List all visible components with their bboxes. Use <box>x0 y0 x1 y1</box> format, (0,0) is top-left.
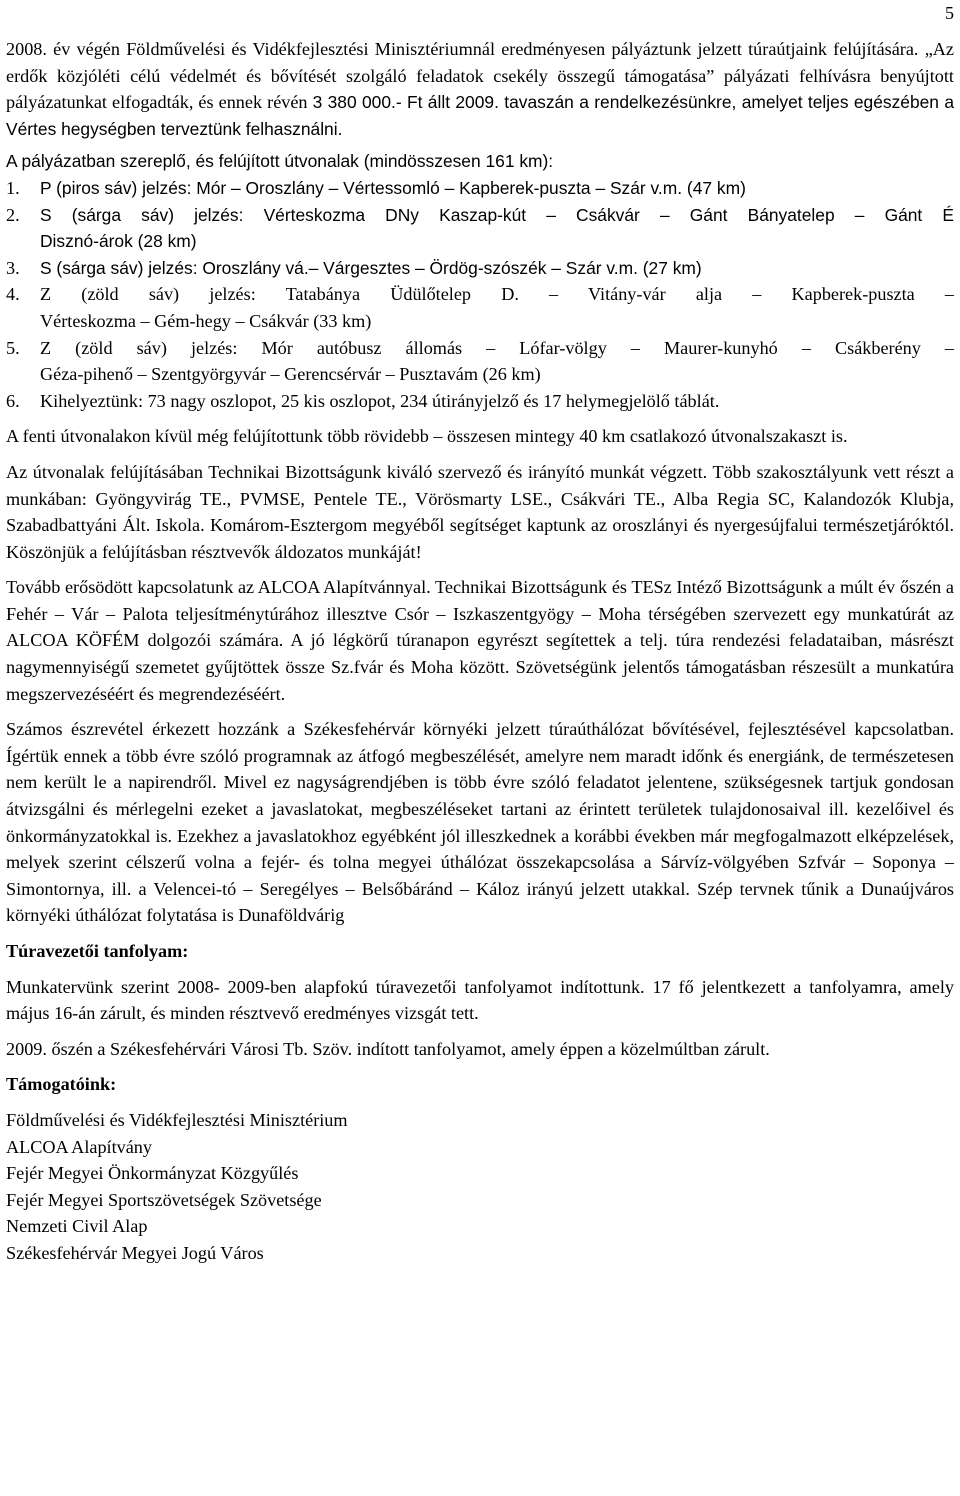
course-paragraph-1: Munkatervünk szerint 2008- 2009-ben alapfokú túravezetői tanfolyamot indítottunk. 17 fő jelentkezett a tanfolyamra, amely május 16-án zárult, és minden résztvevő eredményes vizsgát tett. <box>6 976 954 1024</box>
sponsors-list <box>6 1107 954 1267</box>
route-text-line1: Z (zöld sáv) jelzés: Tatabánya Üdülőtelep D. – Vitány-vár alja – Kapberek-puszta – <box>40 284 954 305</box>
route-number: 4. <box>6 284 20 305</box>
sponsor-item: Fejér Megyei Sportszövetségek Szövetsége <box>6 1189 322 1210</box>
route-text: S (sárga sáv) jelzés: Oroszlány vá.– Várgesztes – Ördög-szószék – Szár v.m. (27 km) <box>40 257 702 278</box>
sponsor-item: Székesfehérvár Megyei Jogú Város <box>6 1242 264 1263</box>
route-item-4 <box>6 281 954 334</box>
intro-text-a: 2008. év végén Földművelési és Vidékfejlesztési Minisztériumnál eredményesen pályáztunk jelzett túraútjaink felújítására. „Az erdők közjóléti célú védelmét és bővítését szolgáló feladatok csekély összegű támogatása” pályázati felhívásra benyújtott pályázatunkat elfogadták, és ennek révén <box>6 39 954 113</box>
document-body <box>6 36 954 1267</box>
route-text-line2: Disznó-árok (28 km) <box>40 231 197 252</box>
route-number: 1. <box>6 177 20 198</box>
sponsor-item: ALCOA Alapítvány <box>6 1136 152 1157</box>
route-item-5 <box>6 335 954 388</box>
route-list <box>6 175 954 414</box>
other-routes-paragraph: A fenti útvonalakon kívül még felújítottunk több rövidebb – összesen mintegy 40 km csatlakozó útvonalszakaszt is. <box>6 426 848 447</box>
routes-intro: A pályázatban szereplő, és felújított útvonalak (mindösszesen 161 km): <box>6 151 554 172</box>
sponsor-item: Földművelési és Vidékfejlesztési Minisztérium <box>6 1109 348 1130</box>
route-text: P (piros sáv) jelzés: Mór – Oroszlány – Vértessomló – Kapberek-puszta – Szár v.m. (47 km) <box>40 177 746 198</box>
alcoa-paragraph: Tovább erősödött kapcsolatunk az ALCOA Alapítvánnyal. Technikai Bizottságunk és TESz Intéző Bizottságunk a múlt év őszén a Fehér – Vár – Palota teljesítménytúrához illesztve Csór – Iszkaszentgyögy – Moha térségében szervezett egy munkatúrát az ALCOA KÖFÉM dolgozói számára. A jó légkörű túranapon egyrészt segítettek a telj. túra rendezési feladataiban, másrészt nagymennyiségű szemetet gyűjtöttek össze Sz.fvár és Moha között. Szövetségünk jelentős támogatásban részesült a munkatúra megszervezéséért és megrendezéséért. <box>6 577 954 704</box>
sponsor-item: Fejér Megyei Önkormányzat Közgyűlés <box>6 1163 299 1184</box>
course-paragraph-2: 2009. őszén a Székesfehérvári Városi Tb. Szöv. indított tanfolyamot, amely éppen a közelmúltban zárult. <box>6 1038 770 1059</box>
route-item-6 <box>6 388 954 415</box>
route-number: 2. <box>6 204 20 225</box>
route-number: 3. <box>6 257 20 278</box>
route-text-line2: Géza-pihenő – Szentgyörgyvár – Gerencsérvár – Pusztavám (26 km) <box>40 364 541 385</box>
route-text: Kihelyeztünk: 73 nagy oszlopot, 25 kis oszlopot, 234 útirányjelző és 17 helymegjelölő táblát. <box>40 390 720 411</box>
intro-paragraph <box>6 36 954 142</box>
page-number: 5 <box>945 3 954 23</box>
route-text-line1: Z (zöld sáv) jelzés: Mór autóbusz állomás – Lófar-völgy – Maurer-kunyhó – Csákberény – <box>40 337 954 358</box>
route-text-line1: S (sárga sáv) jelzés: Vérteskozma DNy Kaszap-kút – Csákvár – Gánt Bányatelep – Gánt É <box>40 204 954 225</box>
route-item-3 <box>6 255 954 282</box>
course-heading: Túravezetői tanfolyam: <box>6 941 189 961</box>
route-number: 6. <box>6 390 20 411</box>
network-paragraph: Számos észrevétel érkezett hozzánk a Székesfehérvár környéki jelzett túraúthálózat bővítésével, fejlesztésével kapcsolatban. Ígértük ennek a több évre szóló programnak az átfogó megbeszélését, amelyre nem maradt időnk és energiánk, de természetesen nem került le a napirendről. Mivel ez nagyságrendjében is több évre szóló feladatot jelentene, szükségesnek tartjuk gondosan átvizsgálni és mérlegelni ezeket a javaslatokat, megbeszéléseket tartani az érintett területek tulajdonosaival ill. kezelőivel és önkormányzatokkal is. Ezekhez a javaslatokhoz egyébként jól illeszkednek a korábbi években már megfogalmazott elképzelések, melyek szerint célszerű volna a fejér- és tolna megyei úthálózat összekapcsolása a Sárvíz-völgyében Szfvár – Soponya – Simontornya, ill. a Velencei-tó – Seregélyes – Belsőbáránd – Káloz irányú jelzett utakkal. Szép tervnek tűnik a Dunaújváros környéki úthálózat folytatása is Dunaföldvárig <box>6 719 954 926</box>
intro-text-b: 3 380 000.- Ft állt 2009. tavaszán a rendelkezésünkre, amelyet teljes egészében a Vértes hegységben terveztünk felhasználni. <box>6 92 955 139</box>
route-item-2 <box>6 202 954 255</box>
route-number: 5. <box>6 337 20 358</box>
committee-paragraph: Az útvonalak felújításában Technikai Bizottságunk kiváló szervező és irányító munkát végzett. Több szakosztályunk vett részt a munkában: Gyöngyvirág TE., PVMSE, Pentele TE., Vörösmarty LSE., Csákvári TE., Alba Regia SC, Kalandozók Klubja, Szabadbattyáni Ált. Iskola. Komárom-Esztergom megyéből segítséget kaptunk az oroszlányi és nyergesújfalui természetjáróktól. Köszönjük a felújításban résztvevők áldozatos munkáját! <box>6 461 954 562</box>
sponsors-heading: Támogatóink: <box>6 1074 117 1095</box>
sponsor-item: Nemzeti Civil Alap <box>6 1216 148 1237</box>
route-item-1 <box>6 175 954 202</box>
route-text-line2: Vérteskozma – Gém-hegy – Csákvár (33 km) <box>40 310 372 331</box>
